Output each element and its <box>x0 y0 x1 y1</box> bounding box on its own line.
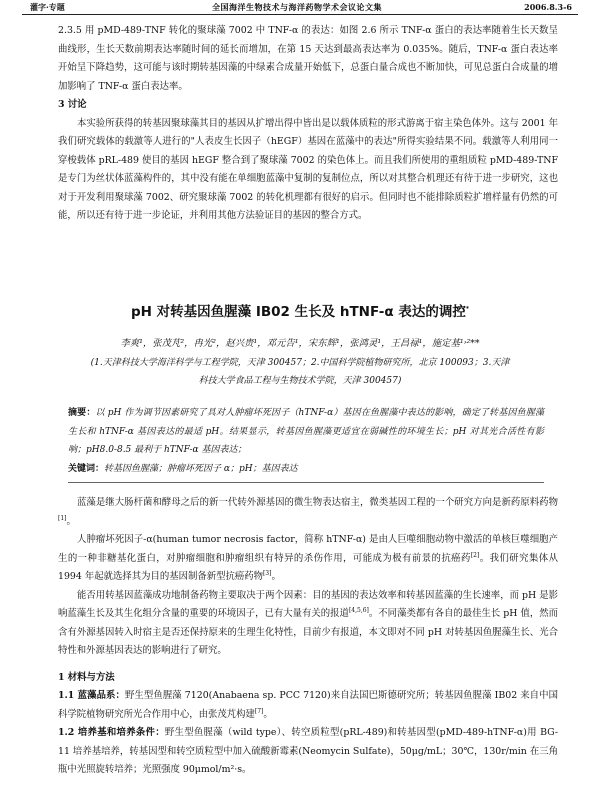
abstract-text: 以 pH 作为调节因素研究了具对人肿瘤坏死因子（hTNF-α）基因在鱼腥藻中表达的影响，确定了转基因鱼腥藻生长和 hTNF-α 基因表达的最适 pH。结果显示，转基因鱼腥藻更适宜在弱碱性的环境生长；pH 对其光合活性有影响；pH8.0-8.5 最利于 hTNF-α 基因表达； <box>68 408 544 455</box>
methods-1-1-label: 1.1 蓝藻品系： <box>58 690 125 701</box>
abstract-divider <box>68 482 544 483</box>
keywords-text: 转基因鱼腥藻；肿瘤坏死因子 α；pH；基因表达 <box>104 463 298 474</box>
methods-1-1-text: 野生型鱼腥藻 7120(Anabaena sp. PCC 7120)来自法国巴斯德研究所；转基因鱼腥藻 IB02 来自中国科学院植物研究所光合作用中心，由张茂芃构建 <box>58 690 558 720</box>
intro-text-2: 人肿瘤坏死因子-α(human tumor necrosis factor，简称 hTNF-α) 是由人巨噬细胞动物中激活的单核巨噬细胞产生的一种非糖基化蛋白，对肿瘤细胞和肿瘤组织有特异的杀伤作用，可能成为极有前景的抗癌药 <box>58 534 558 564</box>
abstract-label: 摘要： <box>68 408 96 418</box>
result-paragraph: 2.3.5 用 pMD-489-TNF 转化的聚球藻 7002 中 TNF-α 的表达：如图 2.6 所示 TNF-α 蛋白的表达率随着生长天数呈曲线形，生长天数前期表达率随时间的延长而增加，在第 15 天达到最高表达率为 0.035%。随后，TNF-α 蛋白表达率开始呈下降趋势，这可能与该时期转基因藻的中绿素合成量开始低下，总蛋白量合成也不断加快，可见总蛋白合成量的增加影响了 TNF-α 蛋白表达率。 <box>58 25 558 92</box>
header-right: 2006.8.3-6 <box>524 2 572 12</box>
affiliation-line-1: (1.天津科技大学海洋科学与工程学院，天津 300457；2.中国科学院植物研究所，北京 100093；3.天津 <box>90 358 510 368</box>
keywords <box>68 460 544 479</box>
intro-paragraph-3 <box>58 587 558 661</box>
author-list: 李爽¹，张茂芃²，冉光²，赵兴贵¹，邓元告¹，宋东辉¹，张鸿灵¹，王昌禄¹，施定基¹˒²** <box>120 338 480 349</box>
discussion-heading: 3 讨论 <box>58 99 87 110</box>
article-body <box>58 494 558 780</box>
methods-1-2-label: 1.2 培养基和培养条件： <box>58 727 165 738</box>
methods-1-1-end: 。 <box>263 708 273 720</box>
header-left: 灌字·专题 <box>30 2 65 12</box>
intro-end-1: 。 <box>66 515 76 527</box>
intro-text-1: 蓝藻是继大肠杆菌和酵母之后的新一代转外源基因的微生物表达宿主，微类基因工程的一个研究方向是新药原料药物 <box>77 497 558 508</box>
ref-7: [7] <box>254 707 264 715</box>
methods-1-1 <box>58 687 558 724</box>
intro-end-3: 。不同藻类都有各自的最佳生长 pH 值，然而含有外源基因转入时宿主是否还保持原来的生理生化特性，目前少有报道，本文即对不同 pH 对转基因鱼腥藻生长、光合特性和外源基因表达的影响进行了研究。 <box>58 608 558 656</box>
affiliations <box>60 354 540 390</box>
ref-4-6: [4,5,6] <box>348 606 369 614</box>
methods-1-2 <box>58 724 558 780</box>
previous-article-tail <box>58 22 558 226</box>
methods-1-2-text: 野生型鱼腥藻（wild type）、转空质粒型(pRL-489)和转基因型(pMD-489-hTNF-α)用 BG-11 培养基培养，转基因型和转空质粒型中加入硫酸新霉素(Neomycin Sulfate)，50μg/mL；30℃，130r/min 在三角瓶中光照旋转培养；光照强度 90μmol/m²·s。 <box>58 727 558 775</box>
article-title <box>60 300 540 320</box>
header-center: 全国海洋生物技术与海洋药物学术会议论文集 <box>212 2 382 12</box>
keywords-label: 关键词： <box>68 463 105 474</box>
methods-heading: 1 材料与方法 <box>58 671 115 683</box>
abstract <box>68 404 544 460</box>
affiliation-line-2: 科技大学食品工程与生物技术学院，天津 300457) <box>198 376 402 386</box>
ref-3: [3] <box>262 569 272 577</box>
running-header <box>22 2 578 15</box>
title-footnote-mark: * <box>465 305 469 313</box>
article-title-text: pH 对转基因鱼腥藻 IB02 生长及 hTNF-α 表达的调控 <box>130 304 466 320</box>
ref-1: [1] <box>58 514 67 522</box>
intro-paragraph-1 <box>58 494 558 531</box>
intro-paragraph-2 <box>58 531 558 587</box>
intro-text-2b: 。我们研究集体从 1994 年起就选择其为目的基因制备新型抗癌药物 <box>58 552 558 582</box>
discussion-paragraph: 本实验所获得的转基因聚球藻其目的基因从扩增出得中皆出是以载体质粒的形式游离于宿主染色体外。这与 2001 年我们研究载体的载激等人进行的"人表皮生长因子（hEGF）基因在蓝藻中的表达"所得实验结果不同。载激等人利用同一穿梭载体 pRL-489 使目的基因 hEGF 整合到了聚球藻 7002 的染色体上。而且我们所使用的重组质粒 pMD-489-TNF 是专门为丝状体蓝藻构件的，其中没有能在单细胞蓝藻中复制的复制位点，所以对其整合机理还有待于进一步研究，这也对于开发利用聚球藻 7002、研究聚球藻 7002 的转化机理都有很好的启示。但同时也不能排除质粒扩增样量有仍然的可能，所以还有待于进一步论证，并利用其他方法验证目的基因的整合方式。 <box>58 117 558 221</box>
intro-end-2: 。 <box>271 571 281 582</box>
ref-2: [2] <box>470 551 480 559</box>
intro-text-3: 能否用转基因蓝藻成功地制备药物主要取决于两个因素：目的基因的表达效率和转基因蓝藻的生长速率，而 pH 是影响蓝藻生长及其生化组分含量的重要的环境因子，已有大量有关的报道 <box>58 589 558 619</box>
abstract-block <box>68 404 544 478</box>
